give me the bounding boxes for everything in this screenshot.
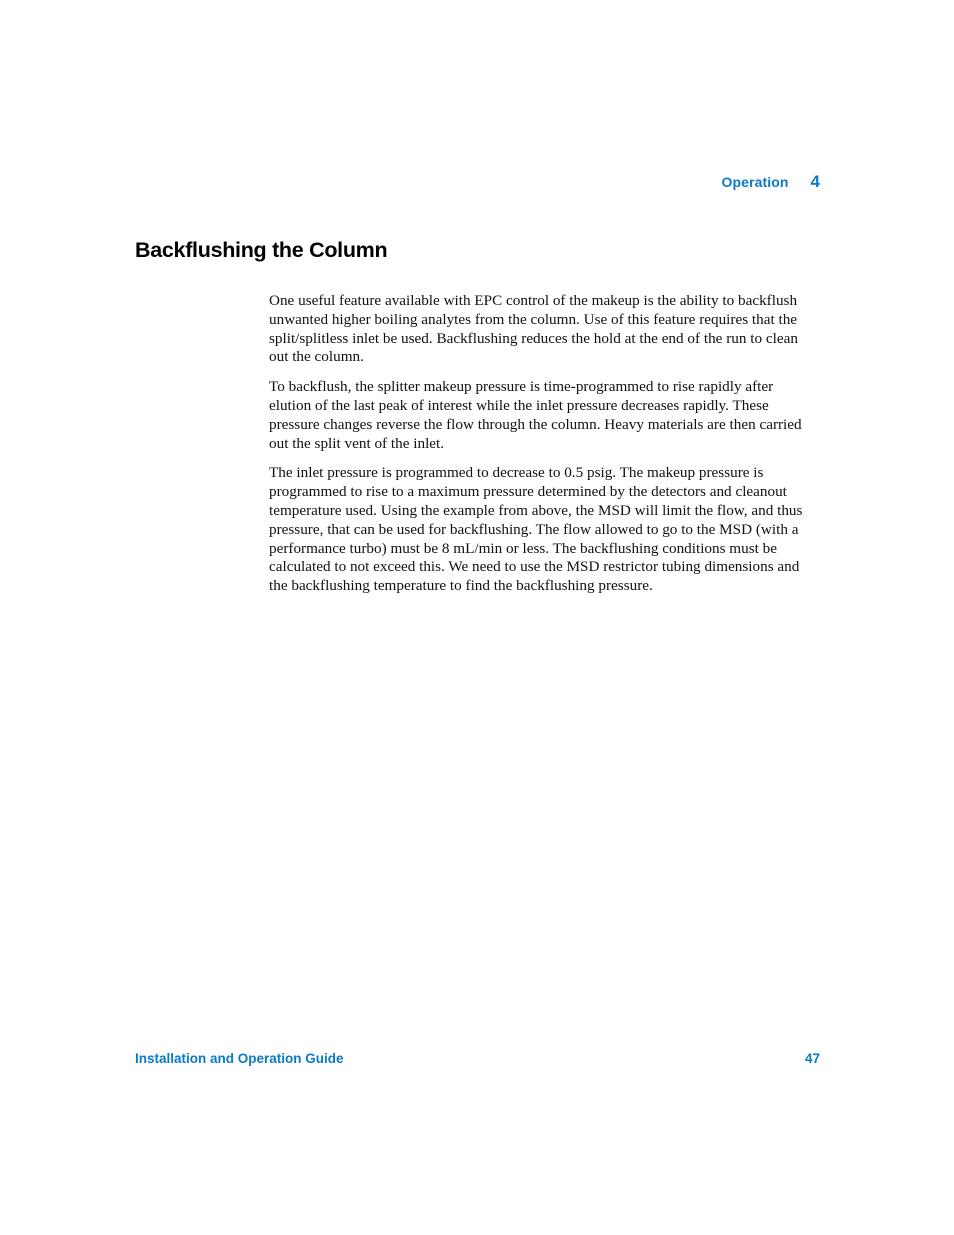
body-text: [269, 292, 819, 607]
paragraph: The inlet pressure is programmed to decrease to 0.5 psig. The makeup pressure is programmed to rise to a maximum pressure determined by the detectors and cleanout temperature used. Using the example from above, the MSD will limit the flow, and thus pressure, that can be used for backflushing. The flow allowed to go to the MSD (with a performance turbo) must be 8 mL/min or less. The backflushing conditions must be calculated to not exceed this. We need to use the MSD restrictor tubing dimensions and the backflushing temperature to find the backflushing pressure.: [269, 464, 803, 595]
paragraph: One useful feature available with EPC control of the makeup is the ability to backflush unwanted higher boiling analytes from the column. Use of this feature requires that the split/splitless inlet be used. Backflushing reduces the hold at the end of the run to clean out the column.: [269, 292, 798, 366]
footer-guide-title: Installation and Operation Guide: [135, 1051, 344, 1066]
running-header: [722, 172, 821, 192]
header-section-title: Operation: [721, 174, 789, 190]
paragraph: To backflush, the splitter makeup pressure is time-programmed to rise rapidly after elution of the last peak of interest while the inlet pressure decreases rapidly. These pressure changes reverse the flow through the column. Heavy materials are then carried out the split vent of the inlet.: [269, 378, 802, 452]
header-chapter-number: 4: [810, 172, 820, 191]
section-heading: Backflushing the Column: [135, 238, 388, 262]
running-footer: [135, 1051, 820, 1066]
footer-page-number: 47: [804, 1051, 820, 1066]
